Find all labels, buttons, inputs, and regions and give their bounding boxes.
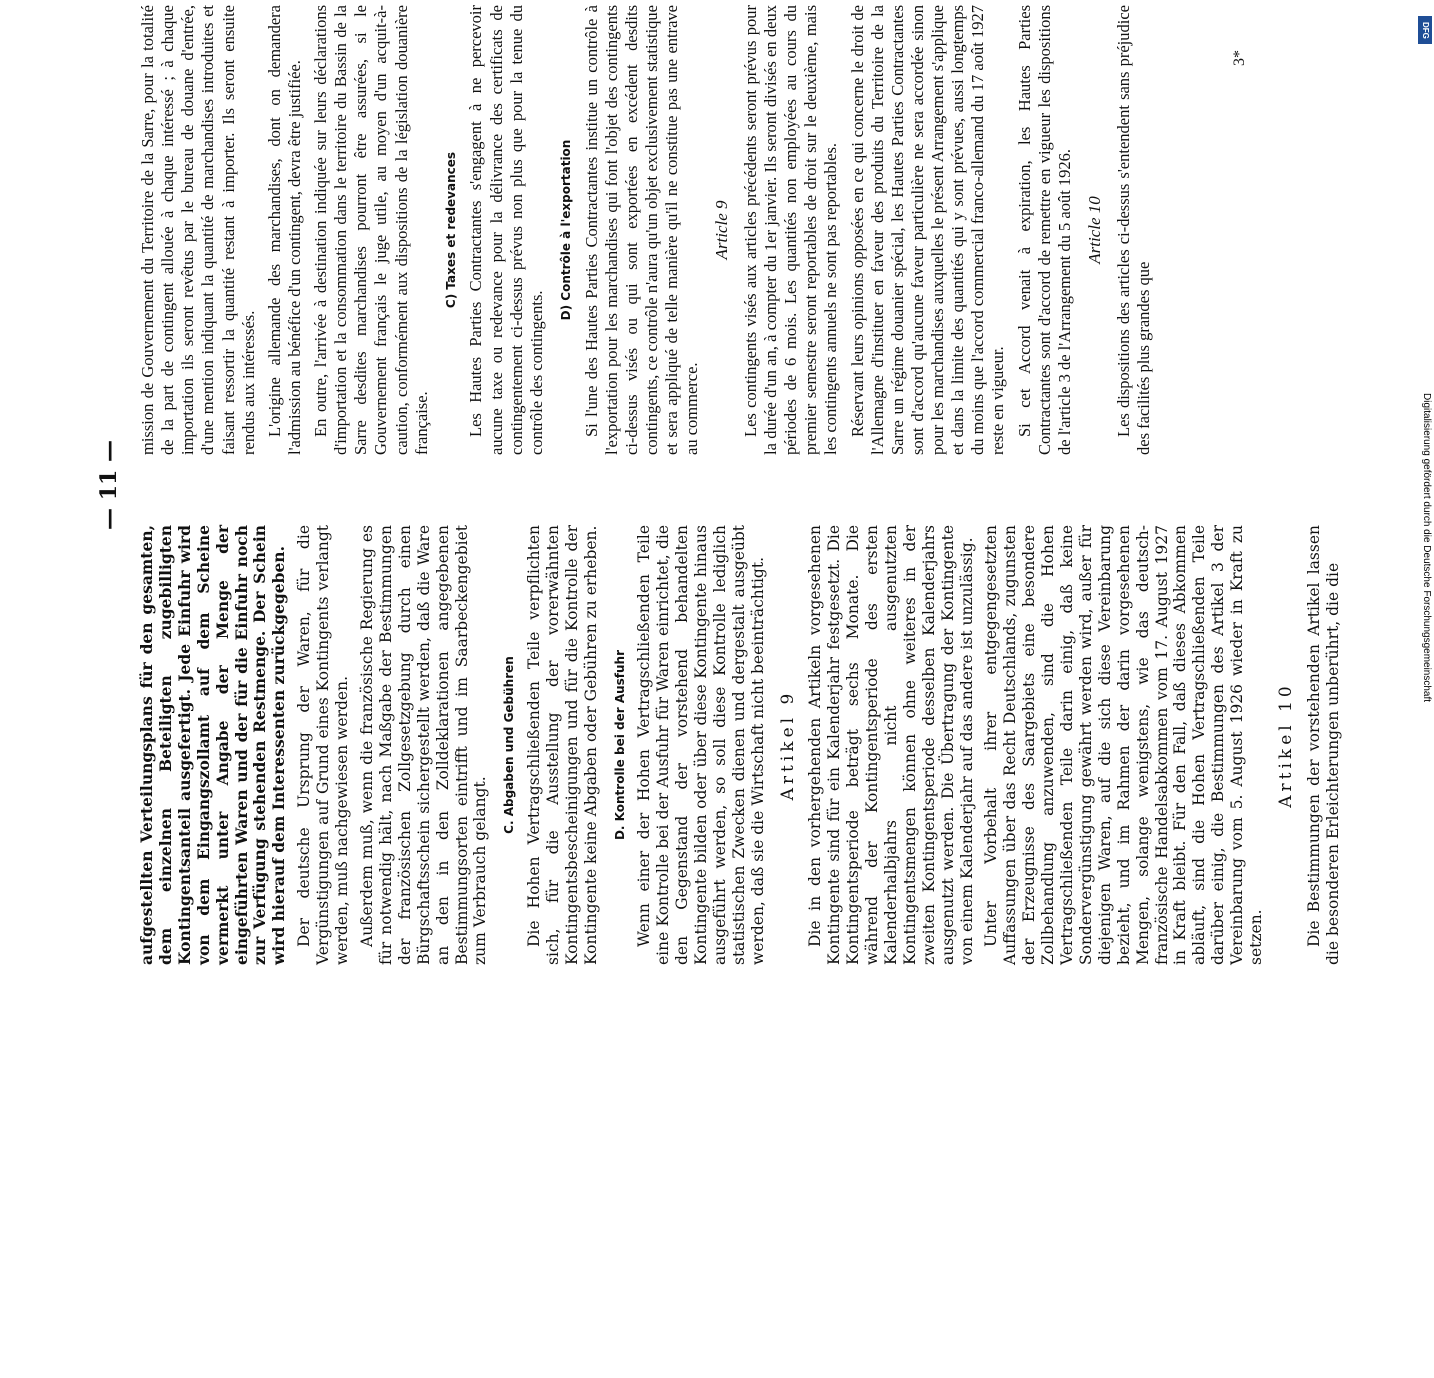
german-section-heading: C. Abgaben und Gebühren (502, 656, 517, 834)
german-paragraph: Der deutsche Ursprung der Waren, für die Vergünstigungen auf Grund eines Kontingents verlangt werden, muß nachgewiesen werden. (295, 525, 352, 965)
german-paragraph: Die Hohen Vertragschließenden Teile verpflichten sich, für die Ausstellung der vorerwähnten Kontingentsbescheinigungen und für die Kontrolle der Kontingente keine Abgaben oder Gebühren zu erheben. (524, 525, 600, 965)
german-paragraph: Außerdem muß, wenn die französische Regierung es für notwendig hält, nach Maßgabe der Bestimmungen der französischen Zollgesetzgebung durch einen Bürgschaftsschein sichergestellt werden, daß die Ware an den in den Zolldeklarationen angegebenen Bestimmungsorten eintrifft und im Saarbeckengebiet zum Verbrauch gelangt. (357, 525, 490, 965)
german-article-heading: Artikel 9 (777, 689, 798, 801)
german-paragraph: Die Bestimmungen der vorstehenden Artikel lassen die besonderen Erleichterungen unberührt, die die (1304, 525, 1342, 965)
german-paragraph: Die in den vorhergehenden Artikeln vorgesehenen Kontingente sind für ein Kalenderjahr festgesetzt. Die Kontingentsperiode beträgt sechs Monate. Die während der Kontingentsperiode des ersten Kalenderhalbjahrs nicht ausgenutzten Kontingentsmengen können ohne weiteres in der zweiten Kontingentsperiode desselben Kalenderjahrs ausgenutzt werden. Die Übertragung der Kontingente von einem Kalenderjahr auf das andere ist unzulässig. (806, 525, 976, 965)
french-paragraph: En outre, l'arrivée à destination indiquée sur leurs déclarations d'importation et la consommation dans le territoire du Bassin de la Sarre desdites marchandises pourront être assurées, si le Gouvernement français le juge utile, au moyen d'un acquit-à-caution, conformément aux dispositions de la législation douanière française. (311, 5, 431, 455)
french-paragraph: Si l'une des Hautes Parties Contractantes institue un contrôle à l'exportation pour les marchandises qui font l'objet des contingents ci-dessus visés ou qui sont exportées en excédent desdits contingents, ce contrôle n'aura qu'un objet exclusivement statistique et sera appliqué de telle manière qu'il ne constitue pas une entrave au commerce. (581, 5, 702, 455)
french-section-heading: C) Taxes et redevances (443, 151, 458, 309)
dfg-watermark (1418, 8, 1432, 993)
page-number: — 11 — (96, 440, 122, 530)
german-column (138, 525, 1349, 965)
french-paragraph: Les contingents visés aux articles précédents seront prévus pour la durée d'un an, à compter du 1er janvier. Ils seront divisés en deux périodes de 6 mois. Les quantités non employées au cours du premier semestre seront reportables de droit sur le deuxième, mais les contingents annuels ne sont pas reportables. (740, 5, 841, 455)
german-paragraph: Unter Vorbehalt ihrer entgegengesetzten Auffassungen über das Recht Deutschlands, zugunsten der Erzeugnisse des Saargebiets eine besondere Zollbehandlung anzuwenden, sind die Hohen Vertragschließenden Teile darin einig, daß keine Sondervergünstigung gewährt werden wird, außer für diejenigen Waren, auf die sich diese Vereinbarung bezieht, und im Rahmen der darin vorgesehenen Mengen, solange wenigstens, wie das deutsch-französische Handelsabkommen vom 17. August 1927 in Kraft bleibt. Für den Fall, daß dieses Abkommen abläuft, sind die Hohen Vertragschließenden Teile darüber einig, die Bestimmungen des Artikel 3 der Vereinbarung vom 5. August 1926 wieder in Kraft zu setzen. (982, 525, 1266, 965)
french-paragraph: Si cet Accord venait à expiration, les Hautes Parties Contractantes sont d'accord de remettre en vigueur les dispositions de l'article 3 de l'Arrangement du 5 août 1926. (1014, 5, 1074, 455)
french-paragraph: L'origine allemande des marchandises, dont on demandera l'admission au bénéfice d'un contingent, devra être justifiée. (264, 5, 304, 455)
german-section-heading: D. Kontrolle bei der Ausfuhr (612, 649, 627, 841)
french-paragraph: Les dispositions des articles ci-dessus s'entendent sans préjudice des facilités plus grandes que (1113, 5, 1153, 455)
french-paragraph: Les Hautes Parties Contractantes s'engagent à ne percevoir aucune taxe ou redevance pour la délivrance des certificats de contingentement ci-dessus prévus non plus que pour la tenue du contrôle des contingents. (466, 5, 546, 455)
french-section-heading: D) Contrôle à l'exportation (558, 139, 573, 321)
german-paragraph: aufgestellten Verteilungsplans für den gesamten, dem einzelnen Beteiligten zugebilligten Kontingentsanteil ausgefertigt. Jede Einfuhr wird von dem Eingangszollamt auf dem Scheine vermerkt unter Angabe der Menge der eingeführten Waren und der für die Einfuhr noch zur Verfügung stehenden Restmenge. Der Schein wird hierauf dem Interessenten zurückgegeben. (137, 525, 289, 965)
french-paragraph: mission de Gouvernement du Territoire de la Sarre, pour la totalité de la part de contingent allouée à chaque intéressé ; à chaque importation ils seront revêtus par le bureau de douane d'entrée, d'une mention indiquant la quantité de marchandises introduites et faisant ressortir la quantité restant à importer. Ils seront ensuite rendus aux intéressés. (138, 5, 258, 455)
document-page (96, 5, 1342, 965)
dfg-logo: DFG (1418, 16, 1432, 44)
german-article-heading: Artikel 10 (1276, 682, 1297, 808)
french-article-heading: Article 9 (712, 200, 732, 260)
french-article-heading: Article 10 (1084, 196, 1104, 264)
german-paragraph: Wenn einer der Hohen Vertragschließenden Teile eine Kontrolle bei der Ausfuhr für Waren einrichtet, die den Gegenstand der vorstehend behandelten Kontingente bilden oder über diese Kontingente hinaus ausgeführt werden, so soll diese Kontrolle lediglich statistischen Zwecken dienen und dergestalt ausgeübt werden, daß sie die Wirtschaft nicht beeinträchtigt. (635, 525, 767, 965)
signature-mark: 3* (1231, 50, 1248, 66)
french-column (138, 5, 1160, 455)
watermark-text: Digitalisierung gefördert durch die Deutsche Forschungsgemeinschaft (1421, 393, 1432, 703)
french-paragraph: Réservant leurs opinions opposées en ce qui concerne le droit de l'Allemagne d'instituer en faveur des produits du Territoire de la Sarre un régime douanier spécial, les Hautes Parties Contractantes sont d'accord qu'aucune faveur particulière ne sera accordée sinon pour les marchandises auxquelles le présent Arrangement s'applique et dans la limite des quantités qui y sont prévues, aussi longtemps du moins que l'accord commercial franco-allemand du 17 août 1927 reste en vigueur. (847, 5, 1008, 455)
